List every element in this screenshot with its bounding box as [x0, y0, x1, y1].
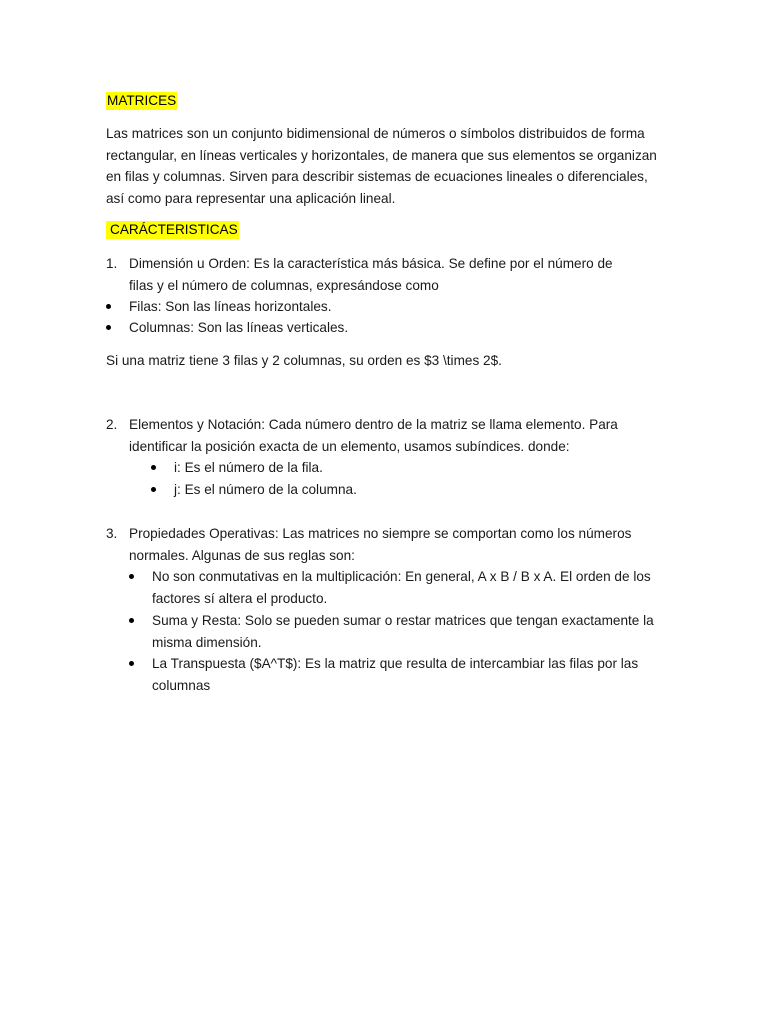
- list-number: 1.: [106, 256, 118, 271]
- bullet-text: Columnas: Son las líneas verticales.: [129, 320, 349, 335]
- intro-paragraph: Las matrices son un conjunto bidimensional de números o símbolos distribuidos de forma rectangular, en líneas verticales y horizontales, de manera que sus elementos se organizan en filas y columnas. Sirven para describir sistemas de ecuaciones lineales o diferenciales, así como para representar una aplicación lineal.: [106, 126, 657, 207]
- bullet-item: [129, 610, 659, 653]
- bullet-icon: [106, 325, 111, 330]
- bullet-icon: [106, 304, 111, 309]
- bullet-text: No son conmutativas en la multiplicación: En general, A x B / B x A. El orden de los factores sí altera el producto.: [152, 569, 651, 606]
- bullet-item: [151, 479, 651, 501]
- list-item-text: Elementos y Notación: Cada número dentro de la matriz se llama elemento. Para identificar la posición exacta de un elemento, usamos subíndices. donde:: [129, 417, 618, 454]
- bullet-text: j: Es el número de la columna.: [174, 482, 357, 497]
- bullet-icon: [129, 618, 134, 623]
- list-number: 3.: [106, 526, 118, 541]
- bullet-text: Suma y Resta: Solo se pueden sumar o restar matrices que tengan exactamente la misma dimensión.: [152, 613, 654, 650]
- list-item-text: Dimensión u Orden: Es la característica más básica. Se define por el número de filas y el número de columnas, expresándose como: [129, 256, 613, 293]
- characteristics-heading: CARÁCTERISTICAS: [106, 221, 239, 239]
- bullet-item: [151, 457, 651, 479]
- bullet-icon: [129, 574, 134, 579]
- list-number: 2.: [106, 417, 118, 432]
- bullet-item: [106, 296, 636, 318]
- list-item-text: Propiedades Operativas: Las matrices no siempre se comportan como los números normales. Algunas de sus reglas son:: [129, 526, 632, 563]
- list-item-properties: [106, 523, 636, 566]
- bullet-text: i: Es el número de la fila.: [174, 460, 323, 475]
- list-item-dimension: [106, 253, 636, 296]
- bullet-icon: [129, 661, 134, 666]
- bullet-text: La Transpuesta ($A^T$): Es la matriz que resulta de intercambiar las filas por las columnas: [152, 656, 639, 693]
- bullet-item: [129, 566, 659, 609]
- example-paragraph: Si una matriz tiene 3 filas y 2 columnas, su orden es $3 \times 2$.: [106, 353, 502, 368]
- bullet-text: Filas: Son las líneas horizontales.: [129, 299, 332, 314]
- bullet-icon: [151, 465, 156, 470]
- bullet-item: [106, 317, 636, 339]
- bullet-item: [129, 653, 659, 696]
- bullet-icon: [151, 487, 156, 492]
- title-heading: MATRICES: [107, 93, 177, 108]
- list-item-elements: [106, 414, 636, 457]
